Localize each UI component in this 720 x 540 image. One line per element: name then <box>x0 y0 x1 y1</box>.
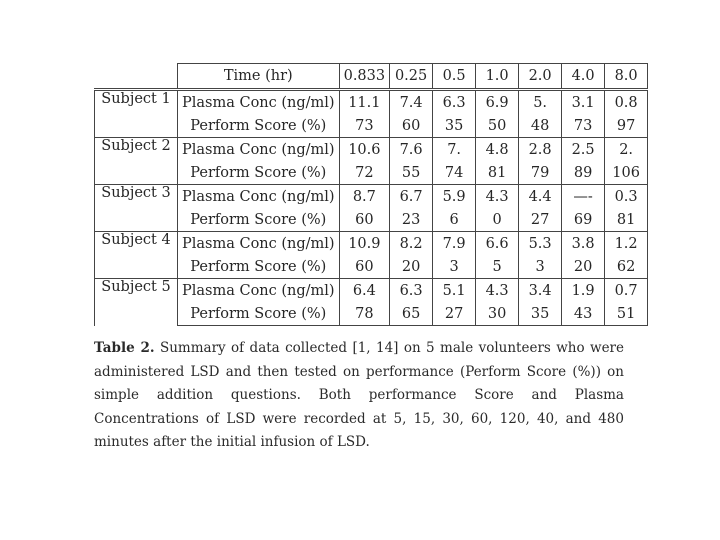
measure-label-cell: Perform Score (%) <box>178 161 340 185</box>
value-cell: 1.2 <box>605 232 648 256</box>
value-cell: 48 <box>519 114 562 138</box>
value-cell: 5. <box>519 90 562 115</box>
value-cell: 51 <box>605 302 648 326</box>
data-table <box>94 63 648 326</box>
table-caption <box>94 337 624 455</box>
table-row <box>95 185 648 209</box>
time-header-cell: 8.0 <box>605 64 648 90</box>
value-cell: 30 <box>476 302 519 326</box>
table-row <box>95 114 648 138</box>
value-cell: 6.7 <box>390 185 433 209</box>
value-cell: 8.7 <box>339 185 390 209</box>
time-header-label: Time (hr) <box>178 64 340 90</box>
value-cell: 7.6 <box>390 138 433 162</box>
measure-label-cell: Plasma Conc (ng/ml) <box>178 138 340 162</box>
value-cell: 72 <box>339 161 390 185</box>
value-cell: 2. <box>605 138 648 162</box>
value-cell: 3 <box>519 255 562 279</box>
value-cell: 97 <box>605 114 648 138</box>
value-cell: 5.1 <box>433 279 476 303</box>
value-cell: 60 <box>339 208 390 232</box>
value-cell: 81 <box>605 208 648 232</box>
value-cell: 5.9 <box>433 185 476 209</box>
value-cell: 60 <box>390 114 433 138</box>
measure-label-cell: Plasma Conc (ng/ml) <box>178 185 340 209</box>
subject-name-cell: Subject 4 <box>95 232 178 279</box>
value-cell: 4.3 <box>476 279 519 303</box>
value-cell: 65 <box>390 302 433 326</box>
measure-label-cell: Perform Score (%) <box>178 114 340 138</box>
value-cell: 23 <box>390 208 433 232</box>
time-header-cell: 0.833 <box>339 64 390 90</box>
value-cell: 5.3 <box>519 232 562 256</box>
time-header-cell: 0.5 <box>433 64 476 90</box>
measure-label-cell: Perform Score (%) <box>178 302 340 326</box>
value-cell: 106 <box>605 161 648 185</box>
value-cell: 0.3 <box>605 185 648 209</box>
value-cell: 2.8 <box>519 138 562 162</box>
value-cell: 6.6 <box>476 232 519 256</box>
measure-label-cell: Plasma Conc (ng/ml) <box>178 279 340 303</box>
value-cell: 6.4 <box>339 279 390 303</box>
value-cell: 35 <box>433 114 476 138</box>
value-cell: 0 <box>476 208 519 232</box>
table-row <box>95 161 648 185</box>
value-cell: 0.8 <box>605 90 648 115</box>
table-row <box>95 279 648 303</box>
table-row <box>95 138 648 162</box>
value-cell: 55 <box>390 161 433 185</box>
value-cell: 81 <box>476 161 519 185</box>
measure-label-cell: Perform Score (%) <box>178 208 340 232</box>
value-cell: 4.8 <box>476 138 519 162</box>
table-row <box>95 90 648 115</box>
value-cell: 3.4 <box>519 279 562 303</box>
table-row <box>95 232 648 256</box>
measure-label-cell: Perform Score (%) <box>178 255 340 279</box>
subject-name-cell: Subject 3 <box>95 185 178 232</box>
value-cell: 2.5 <box>562 138 605 162</box>
value-cell: 1.9 <box>562 279 605 303</box>
value-cell: 73 <box>562 114 605 138</box>
value-cell: 6 <box>433 208 476 232</box>
time-header-cell: 4.0 <box>562 64 605 90</box>
table-row <box>95 302 648 326</box>
caption-label: Table 2. <box>94 340 155 356</box>
value-cell: 10.6 <box>339 138 390 162</box>
value-cell: 62 <box>605 255 648 279</box>
value-cell: 6.3 <box>390 279 433 303</box>
value-cell: 89 <box>562 161 605 185</box>
value-cell: 20 <box>562 255 605 279</box>
caption-text: Summary of data collected [1, 14] on 5 male volunteers who were administered LSD and then tested on performance (Perform Score (%)) on simple addition questions. Both performance Score and Plasma Concentrations of LSD were recorded at 5, 15, 30, 60, 120, 40, and 480 minutes after the initial infusion of LSD. <box>94 340 624 450</box>
table-header-row <box>95 64 648 90</box>
value-cell: 10.9 <box>339 232 390 256</box>
measure-label-cell: Plasma Conc (ng/ml) <box>178 90 340 115</box>
value-cell: 5 <box>476 255 519 279</box>
time-header-cell: 2.0 <box>519 64 562 90</box>
measure-label-cell: Plasma Conc (ng/ml) <box>178 232 340 256</box>
value-cell: 3.1 <box>562 90 605 115</box>
value-cell: 50 <box>476 114 519 138</box>
value-cell: 43 <box>562 302 605 326</box>
value-cell: 8.2 <box>390 232 433 256</box>
subject-name-cell: Subject 2 <box>95 138 178 185</box>
time-header-cell: 0.25 <box>390 64 433 90</box>
table-row <box>95 255 648 279</box>
value-cell: 0.7 <box>605 279 648 303</box>
value-cell: 73 <box>339 114 390 138</box>
value-cell: 20 <box>390 255 433 279</box>
value-cell: 4.4 <box>519 185 562 209</box>
value-cell: 78 <box>339 302 390 326</box>
value-cell: 74 <box>433 161 476 185</box>
value-cell: 27 <box>519 208 562 232</box>
value-cell: 7.9 <box>433 232 476 256</box>
table-row <box>95 208 648 232</box>
value-cell: 11.1 <box>339 90 390 115</box>
header-blank-cell <box>95 64 178 90</box>
value-cell: 3 <box>433 255 476 279</box>
value-cell: 69 <box>562 208 605 232</box>
value-cell: 6.3 <box>433 90 476 115</box>
value-cell: 27 <box>433 302 476 326</box>
value-cell: —- <box>562 185 605 209</box>
value-cell: 60 <box>339 255 390 279</box>
value-cell: 79 <box>519 161 562 185</box>
time-header-cell: 1.0 <box>476 64 519 90</box>
value-cell: 6.9 <box>476 90 519 115</box>
value-cell: 7. <box>433 138 476 162</box>
value-cell: 3.8 <box>562 232 605 256</box>
subject-name-cell: Subject 5 <box>95 279 178 326</box>
table-body <box>95 64 648 326</box>
value-cell: 7.4 <box>390 90 433 115</box>
value-cell: 4.3 <box>476 185 519 209</box>
value-cell: 35 <box>519 302 562 326</box>
subject-name-cell: Subject 1 <box>95 90 178 138</box>
